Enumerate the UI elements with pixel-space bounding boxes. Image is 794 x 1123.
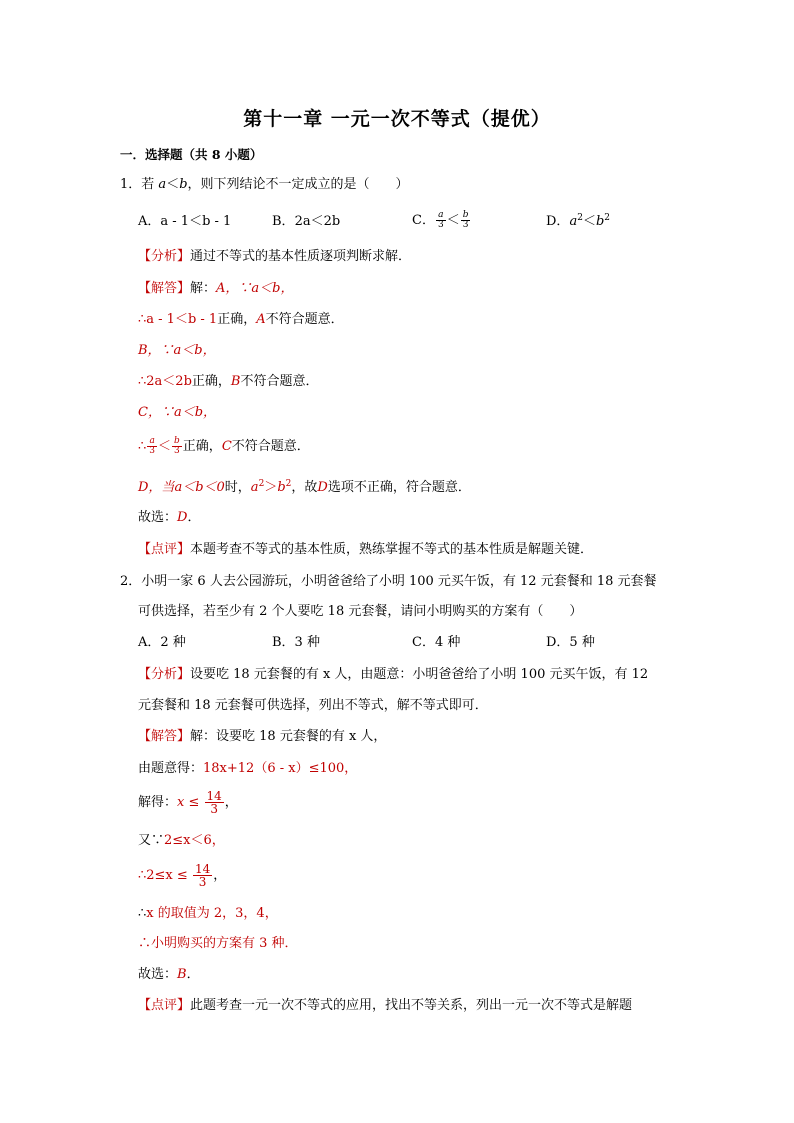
q2-choice: 故选：B． bbox=[138, 967, 200, 982]
q2-answer-line-5: ∴2≤x ≤ $\frac{14}{3}$ ， bbox=[138, 862, 227, 889]
q1-choice: 故选：D． bbox=[138, 510, 201, 525]
q2-answer-line-1: 【解答】解：设要吃 18 元套餐的有 x 人， bbox=[138, 729, 387, 744]
q2-stem-line-1: 2．小明一家 6 人去公园游玩，小明爸爸给了小明 100 元买午饭，有 12 元套餐和 18 元套餐 bbox=[120, 574, 657, 589]
q2-analysis-line-2: 元套餐和 18 元套餐可供选择，列出不等式，解不等式即可． bbox=[138, 698, 488, 713]
q2-comment: 【点评】此题考查一元一次不等式的应用，找出不等关系，列出一元一次不等式是解题 bbox=[138, 998, 633, 1013]
fraction-a-over-3: $\frac{a}{3}$ bbox=[437, 210, 444, 230]
q1-answer-line-4: ∴2a＜2b正确，B不符合题意． bbox=[138, 374, 319, 389]
q2-answer-line-7: ∴小明购买的方案有 3 种． bbox=[138, 936, 298, 951]
q1-answer-line-1: 【解答】解：A，∵a＜b， bbox=[138, 281, 294, 296]
page-title: 第十一章 一元一次不等式（提优） bbox=[243, 108, 551, 130]
q2-analysis-line-1: 【分析】设要吃 18 元套餐的有 x 人，由题意：小明爸爸给了小明 100 元买午饭，有 12 bbox=[138, 667, 649, 682]
fraction-14-over-3: $\frac{14}{3}$ bbox=[194, 862, 211, 889]
comment-tag: 【点评】 bbox=[138, 998, 191, 1013]
q1-option-b: B．2a＜2b bbox=[272, 214, 341, 229]
q1-stem: 1．若 a＜b，则下列结论不一定成立的是（ ） bbox=[120, 177, 409, 192]
q2-stem-line-2: 可供选择，若至少有 2 个人要吃 18 元套餐，请问小明购买的方案有（ ） bbox=[138, 604, 583, 619]
q2-option-a: A．2 种 bbox=[138, 635, 186, 650]
q1-option-a: A．a - 1＜b - 1 bbox=[138, 214, 232, 229]
analysis-tag: 【分析】 bbox=[138, 249, 191, 264]
q2-answer-line-4: 又∵2≤x＜6， bbox=[138, 833, 225, 848]
q1-comment: 【点评】本题考查不等式的基本性质，熟练掌握不等式的基本性质是解题关键． bbox=[138, 542, 594, 557]
q1-answer-line-3: B，∵a＜b， bbox=[138, 343, 216, 358]
answer-tag: 【解答】 bbox=[138, 729, 191, 744]
q1-answer-line-6: ∴ $\frac{a}{3}$ ＜ $\frac{b}{3}$ 正确，C不符合题意． bbox=[138, 436, 310, 456]
q2-option-c: C．4 种 bbox=[412, 635, 461, 650]
answer-tag: 【解答】 bbox=[138, 281, 191, 296]
q1-option-c: C． $\frac{a}{3}$ ＜ $\frac{b}{3}$ bbox=[412, 210, 469, 230]
fraction-b-over-3: $\frac{b}{3}$ bbox=[462, 210, 469, 230]
q2-option-b: B．3 种 bbox=[272, 635, 320, 650]
q2-option-d: D．5 种 bbox=[546, 635, 595, 650]
q1-answer-line-5: C，∵a＜b， bbox=[138, 405, 217, 420]
q2-answer-line-2: 由题意得：18x+12（6 - x）≤100， bbox=[138, 761, 358, 776]
section-heading: 一．选择题（共 8 小题） bbox=[120, 147, 263, 162]
q1-option-d: D．$a^2<b^2$ bbox=[546, 213, 611, 229]
q1-answer-line-7: D，当a＜b＜0时，$a^2>b^2$，故D选项不正确，符合题意． bbox=[138, 479, 471, 495]
q2-answer-line-6: ∴x 的取值为 2，3，4， bbox=[138, 906, 278, 921]
comment-tag: 【点评】 bbox=[138, 542, 191, 557]
fraction-14-over-3: $\frac{14}{3}$ bbox=[206, 789, 222, 816]
q1-answer-line-2: ∴a - 1＜b - 1正确，A不符合题意． bbox=[138, 312, 344, 327]
analysis-tag: 【分析】 bbox=[138, 667, 191, 682]
q1-analysis: 【分析】通过不等式的基本性质逐项判断求解． bbox=[138, 249, 412, 264]
q2-answer-line-3: 解得：x ≤ $\frac{14}{3}$ ， bbox=[138, 789, 238, 816]
